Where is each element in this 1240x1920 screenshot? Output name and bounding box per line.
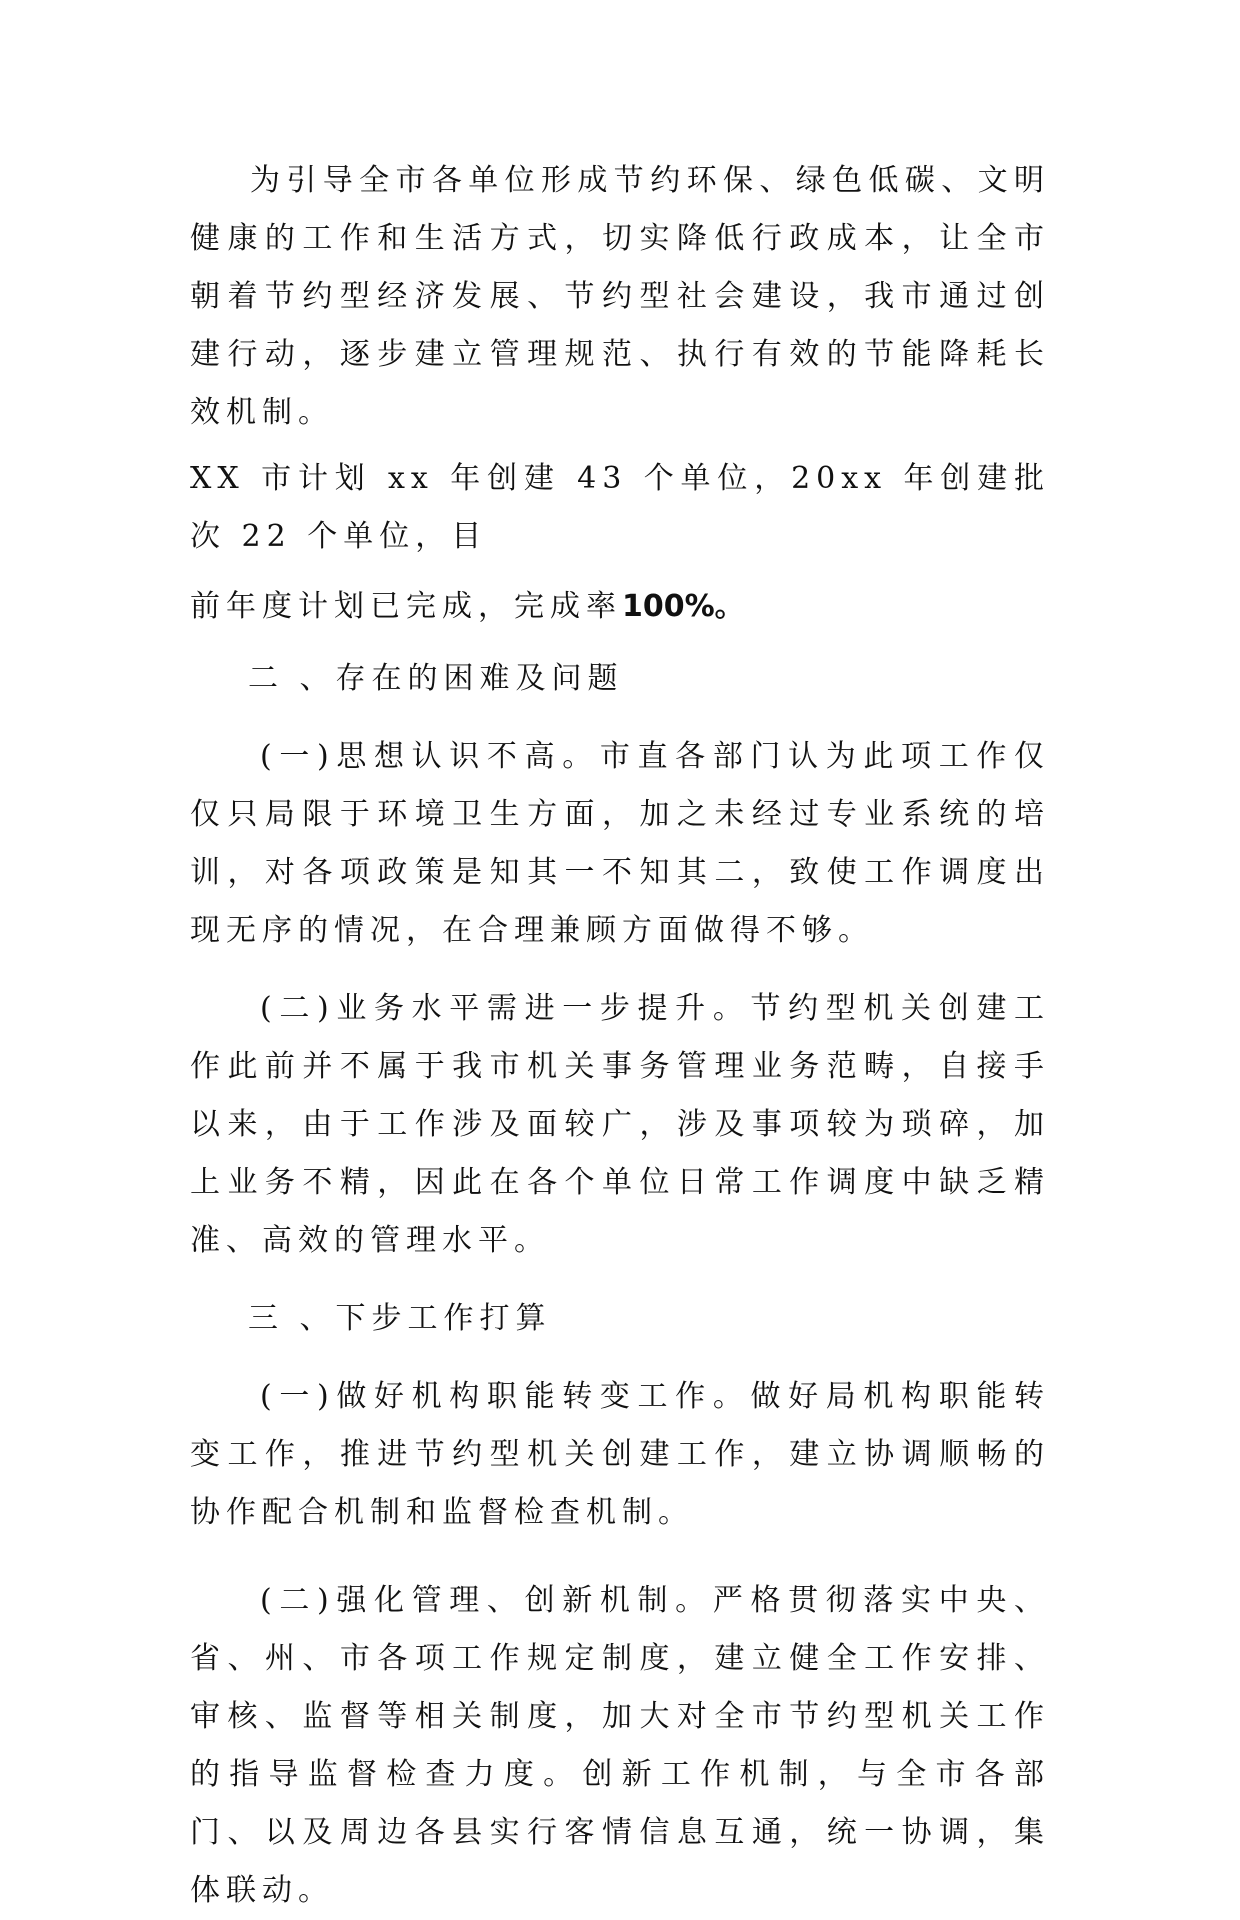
completion-rate: 100%。 (622, 589, 745, 624)
section-2-item-1: (一)思想认识不高。市直各部门认为此项工作仅仅只局限于环境卫生方面，加之未经过专业系统的培训，对各项政策是知其一不知其二，致使工作调度出现无序的情况，在合理兼顾方面做得不够。 (190, 739, 1050, 948)
intro-paragraph: 为引导全市各单位形成节约环保、绿色低碳、文明健康的工作和生活方式，切实降低行政成本，让全市朝着节约型经济发展、节约型社会建设，我市通过创建行动，逐步建立管理规范、执行有效的节能降耗长效机制。 (190, 163, 1050, 430)
section-3-item-2: (二)强化管理、创新机制。严格贯彻落实中央、省、州、市各项工作规定制度，建立健全工作安排、审核、监督等相关制度，加大对全市节约型机关工作的指导监督检查力度。创新工作机制，与全市各部门、以及周边各县实行客情信息互通，统一协调，集体联动。 (190, 1583, 1050, 1908)
stats-line-2 (190, 578, 1050, 636)
section-2-item-2: (二)业务水平需进一步提升。节约型机关创建工作此前并不属于我市机关事务管理业务范畴，自接手以来，由于工作涉及面较广，涉及事项较为琐碎，加上业务不精，因此在各个单位日常工作调度中缺乏精准、高效的管理水平。 (190, 991, 1050, 1258)
stats-line-2-text: 前年度计划已完成，完成率 (190, 589, 622, 624)
section-3-heading: 三 、下步工作打算 (248, 1301, 552, 1336)
document-body (190, 152, 1050, 1920)
section-3-item-1: (一)做好机构职能转变工作。做好局机构职能转变工作，推进节约型机关创建工作，建立协调顺畅的协作配合机制和监督检查机制。 (190, 1379, 1050, 1530)
section-2-heading: 二 、存在的困难及问题 (248, 661, 624, 696)
stats-line-1: XX 市计划 xx 年创建 43 个单位，20xx 年创建批次 22 个单位，目 (190, 461, 1050, 554)
